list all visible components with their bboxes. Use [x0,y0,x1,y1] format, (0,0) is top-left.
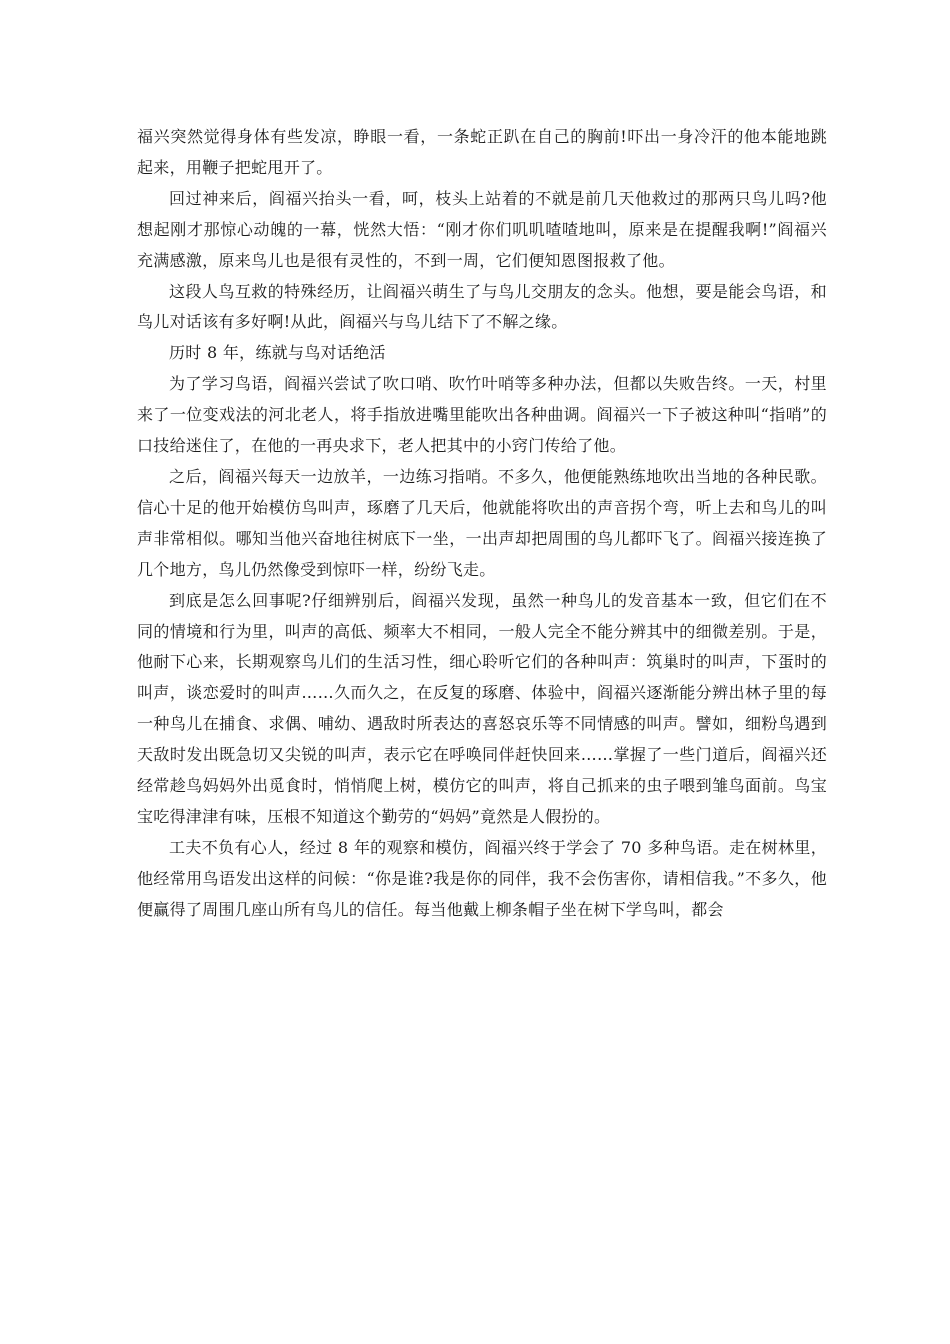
paragraph-3: 这段人鸟互救的特殊经历，让阎福兴萌生了与鸟儿交朋友的念头。他想，要是能会鸟语，和鸟儿对话该有多好啊!从此，阎福兴与鸟儿结下了不解之缘。 [137,281,827,332]
article-body [137,122,827,926]
paragraph-2: 回过神来后，阎福兴抬头一看，呵，枝头上站着的不就是前几天他救过的那两只鸟儿吗?他想起刚才那惊心动魄的一幕，恍然大悟：“刚才你们叽叽喳喳地叫，原来是在提醒我啊!”阎福兴充满感激，原来鸟儿也是很有灵性的，不到一周，它们便知恩图报救了他。 [137,188,827,270]
paragraph-6: 到底是怎么回事呢?仔细辨别后，阎福兴发现，虽然一种鸟儿的发音基本一致，但它们在不同的情境和行为里，叫声的高低、频率大不相同，一般人完全不能分辨其中的细微差别。于是，他耐下心来，长期观察鸟儿们的生活习性，细心聆听它们的各种叫声：筑巢时的叫声，下蛋时的叫声，谈恋爱时的叫声……久而久之，在反复的琢磨、体验中，阎福兴逐渐能分辨出林子里的每一种鸟儿在捕食、求偶、哺幼、遇敌时所表达的喜怒哀乐等不同情感的叫声。譬如，细粉鸟遇到天敌时发出既急切又尖锐的叫声，表示它在呼唤同伴赶快回来……掌握了一些门道后，阎福兴还经常趁鸟妈妈外出觅食时，悄悄爬上树，模仿它的叫声，将自己抓来的虫子喂到雏鸟面前。鸟宝宝吃得津津有味，压根不知道这个勤劳的“妈妈”竟然是人假扮的。 [137,590,827,826]
paragraph-7: 工夫不负有心人，经过 8 年的观察和模仿，阎福兴终于学会了 70 多种鸟语。走在树林里，他经常用鸟语发出这样的问候：“你是谁?我是你的同伴，我不会伤害你，请相信我。”不多久，他便赢得了周围几座山所有鸟儿的信任。每当他戴上柳条帽子坐在树下学鸟叫，都会 [137,837,827,919]
paragraph-4: 为了学习鸟语，阎福兴尝试了吹口哨、吹竹叶哨等多种办法，但都以失败告终。一天，村里来了一位变戏法的河北老人，将手指放进嘴里能吹出各种曲调。阎福兴一下子被这种叫“指哨”的口技给迷住了，在他的一再央求下，老人把其中的小窍门传给了他。 [137,374,827,456]
section-heading: 历时 8 年，练就与鸟对话绝活 [169,343,386,363]
paragraph-5: 之后，阎福兴每天一边放羊，一边练习指哨。不多久，他便能熟练地吹出当地的各种民歌。信心十足的他开始模仿鸟叫声，琢磨了几天后，他就能将吹出的声音拐个弯，听上去和鸟儿的叫声非常相似。哪知当他兴奋地往树底下一坐，一出声却把周围的鸟儿都吓飞了。阎福兴接连换了几个地方，鸟儿仍然像受到惊吓一样，纷纷飞走。 [137,466,827,579]
paragraph-1: 福兴突然觉得身体有些发凉，睁眼一看，一条蛇正趴在自己的胸前!吓出一身冷汗的他本能地跳起来，用鞭子把蛇甩开了。 [137,127,827,177]
